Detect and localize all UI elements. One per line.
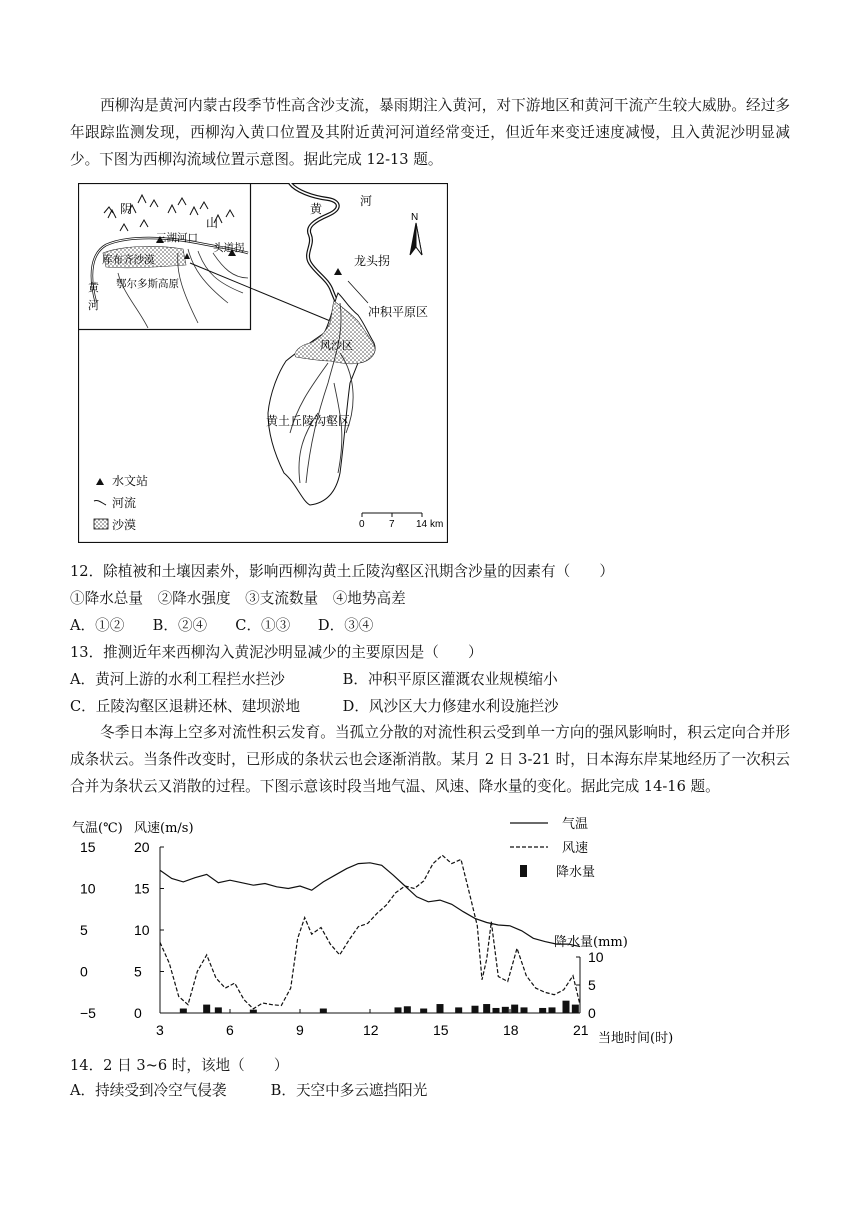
q14-stem: 14．2 日 3~6 时，该地（ ） [70, 1057, 289, 1074]
precip-bar [250, 1010, 257, 1013]
precip-bar [203, 1005, 210, 1013]
temp-tick-label: 10 [80, 880, 96, 897]
q12-option-a[interactable]: A．①② [70, 617, 125, 634]
legend-temp-label: 气温 [562, 817, 589, 832]
x-axis-title: 当地时间(时) [598, 1031, 674, 1046]
wind-tick-label: 0 [134, 1005, 142, 1021]
q12-option-c[interactable]: C．①③ [235, 617, 291, 634]
x-tick-label: 6 [226, 1022, 234, 1038]
label-he: 河 [360, 194, 373, 208]
xiliugou-location-map [78, 183, 448, 543]
x-tick-label: 12 [363, 1022, 379, 1038]
intro-paragraph-2: 冬季日本海上空多对流性积云发育。当孤立分散的对流性积云受到单一方向的强风影响时，积云定向合并形成条状云。当条件改变时，已形成的条状云也会逐渐消散。某月 2 日 3-21 时，日本海东岸某地经历了一次积云合并为条状云又消散的过程。下图示意该时段当地气温、风速、降水量的变化。据此完成 14-16 题。 [70, 724, 790, 795]
wind-axis-title: 风速(m/s) [134, 821, 194, 836]
inset-label-shan: 山 [206, 216, 219, 230]
precip-bar [472, 1006, 479, 1013]
wind-speed-line [160, 855, 580, 1009]
wind-tick-label: 5 [134, 963, 142, 980]
precip-bar [493, 1008, 500, 1013]
label-longtouguai: 龙头拐 [354, 254, 391, 268]
x-tick-label: 18 [503, 1022, 519, 1038]
q14-option-b[interactable]: B．天空中多云遮挡阳光 [270, 1082, 428, 1099]
temp-tick-label: 0 [80, 963, 88, 980]
temp-tick-label: 5 [80, 922, 88, 938]
q12-stem: 12．除植被和土壤因素外，影响西柳沟黄土丘陵沟壑区汛期含沙量的因素有（ ） [70, 563, 614, 580]
temp-axis-title: 气温(℃) [72, 821, 123, 836]
label-loess: 黄土丘陵沟壑区 [266, 414, 351, 428]
precip-tick-label: 10 [588, 949, 604, 965]
legend-desert-icon [94, 519, 108, 529]
temp-tick-label: −5 [80, 1005, 96, 1021]
precip-bar [215, 1007, 222, 1013]
temperature-line [160, 863, 580, 947]
q13-option-c[interactable]: C．丘陵沟壑区退耕还林、建坝淤地 [70, 698, 301, 715]
q12-factors: ①降水总量 ②降水强度 ③支流数量 ④地势高差 [70, 590, 406, 607]
precip-bar [404, 1006, 411, 1013]
wind-tick-label: 10 [134, 922, 150, 938]
q13-option-a[interactable]: A．黄河上游的水利工程拦水拦沙 [70, 671, 285, 688]
q13-stem: 13．推测近年来西柳沟入黄泥沙明显减少的主要原因是（ ） [70, 644, 483, 661]
q12-options [70, 615, 373, 637]
q13-options-row2 [70, 696, 559, 718]
legend-river-label: 河流 [112, 496, 137, 510]
label-sand: 风沙区 [320, 339, 353, 352]
legend-precip-label: 降水量 [556, 865, 596, 880]
temp-tick-label: 15 [80, 839, 96, 855]
precip-bar [502, 1007, 509, 1013]
precip-tick-label: 0 [588, 1005, 596, 1021]
north-label: N [411, 212, 419, 223]
q14-option-a[interactable]: A．持续受到冷空气侵袭 [70, 1082, 227, 1099]
q14-options [70, 1080, 427, 1102]
scale-tick-7: 7 [389, 519, 395, 530]
scale-unit: km [430, 519, 444, 530]
inset-label-toudaoguai: 头道拐 [213, 242, 245, 254]
inset-label-ordos: 鄂尔多斯高原 [116, 278, 179, 290]
intro-paragraph-1: 西柳沟是黄河内蒙古段季节性高含沙支流，暴雨期注入黄河，对下游地区和黄河干流产生较大威胁。经过多年跟踪监测发现，西柳沟入黄口位置及其附近黄河河道经常变迁，但近年来变迁速度减慢，且入黄泥沙明显减少。下图为西柳沟流域位置示意图。据此完成 12-13 题。 [70, 97, 790, 168]
precip-bar [420, 1009, 427, 1013]
precip-bar [437, 1004, 444, 1013]
wind-tick-label: 15 [134, 880, 150, 897]
scale-tick-0: 0 [359, 519, 365, 530]
precip-bar [521, 1007, 528, 1013]
precip-bar [563, 1001, 570, 1013]
inset-label-he: 河 [88, 299, 99, 312]
inset-label-sanhu: 三湖河口 [156, 232, 198, 244]
precip-bar [572, 1005, 579, 1013]
precip-bar [549, 1007, 556, 1013]
q13-options-row1 [70, 669, 558, 691]
q13-option-b[interactable]: B．冲积平原区灌溉农业规模缩小 [342, 671, 558, 688]
scale-tick-14: 14 [416, 519, 428, 530]
x-tick-label: 3 [156, 1022, 164, 1038]
precip-bar [511, 1005, 518, 1013]
precip-bar [395, 1007, 402, 1013]
q12-option-d[interactable]: D．③④ [317, 617, 374, 634]
q12-option-b[interactable]: B．②④ [152, 617, 208, 634]
precip-bar [455, 1007, 462, 1013]
legend-desert-label: 沙漠 [112, 518, 137, 532]
wind-tick-label: 20 [134, 839, 150, 855]
q13-option-d[interactable]: D．风沙区大力修建水利设施拦沙 [342, 698, 559, 715]
inset-label-huang: 黄 [88, 281, 99, 294]
precip-bar [539, 1008, 546, 1013]
weather-chart [70, 810, 710, 1046]
precip-bar [320, 1009, 327, 1013]
precip-tick-label: 5 [588, 977, 596, 993]
x-tick-label: 9 [296, 1022, 304, 1038]
legend-station-label: 水文站 [112, 474, 149, 488]
legend-precip-swatch [520, 865, 527, 877]
precip-bar [483, 1004, 490, 1013]
legend-wind-label: 风速 [562, 841, 589, 856]
inset-label-kubuqi: 库布齐沙漠 [102, 254, 155, 266]
x-tick-label: 15 [433, 1022, 449, 1038]
precip-axis-title: 降水量(mm) [554, 935, 628, 950]
label-huang: 黄 [310, 202, 323, 216]
x-tick-label: 21 [573, 1022, 589, 1038]
precip-bar [180, 1009, 187, 1013]
inset-label-yin: 阴 [120, 202, 133, 216]
label-alluvial-plain: 冲积平原区 [368, 305, 429, 319]
